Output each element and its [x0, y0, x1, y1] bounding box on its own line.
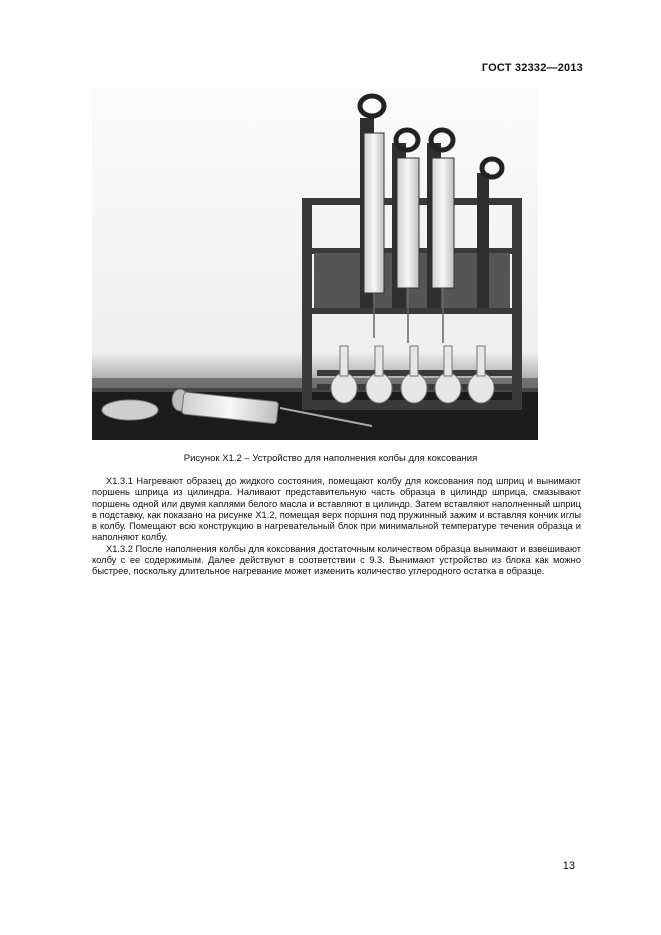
figure-caption: Рисунок Х1.2 – Устройство для наполнения колбы для коксования: [183, 453, 478, 464]
page-number: 13: [562, 860, 575, 872]
paragraph: Х1.3.1 Нагревают образец до жидкого состояния, помещают колбу для коксования под шприц и вынимают поршень шприца из цилиндра. Наливают представительную часть образца в цилиндр шприца, смазывают поршень одной или двумя каплями белого масла и вставляют в цилиндр. Затем вставляют наполненный шприц в подставку, как показано на рисунке Х1.2, помещая верх поршня под пружинный зажим и вставляя кончик иглы в колбу. Помещают всю конструкцию в нагревательный блок при минимальной температуре течения образца и наполняют колбу.: [92, 476, 581, 543]
standard-code: ГОСТ 32332—2013: [481, 62, 583, 74]
figure-photo: [92, 88, 538, 440]
body-text: [92, 476, 581, 578]
paragraph: Х1.3.2 После наполнения колбы для коксования достаточным количеством образца вынимают и взвешивают колбу с ее содержимым. Далее действуют в соответствии с 9.3. Вынимают устройство из блока как можно быстрее, поскольку длительное нагревание может изменить количество углеродного остатка в образце.: [92, 543, 581, 577]
